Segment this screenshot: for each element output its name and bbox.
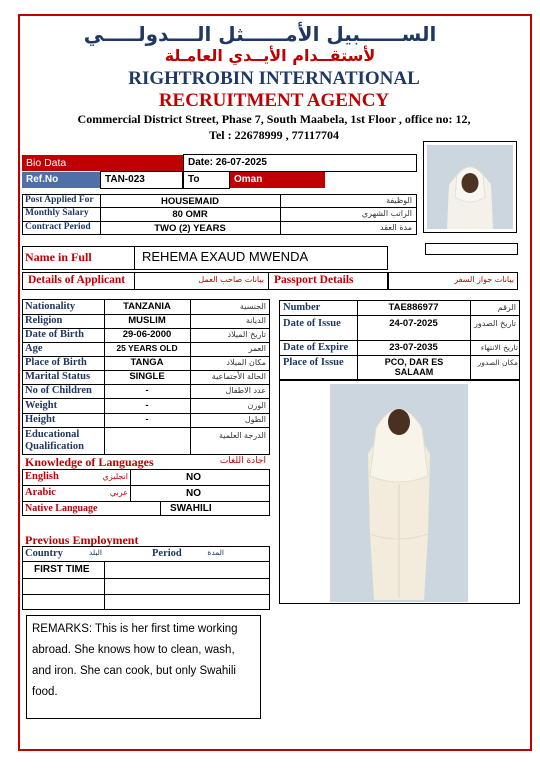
english-arabic: انجليزي [102,472,128,481]
dob-arabic: تاريخ الميلاد [227,330,266,339]
employment-row-line [22,561,270,562]
education-arabic: الدرجة العلمية [219,431,266,440]
age-arabic: العمر [248,344,266,353]
native-language-label: Native Language [25,503,98,514]
previous-employment-title: Previous Employment [25,533,139,547]
nationality-arabic: الجنسية [239,302,266,311]
passport-details-arabic: بيانات جواز السفر [454,275,514,284]
monthly-salary-value: 80 OMR [172,209,208,220]
dob-label: Date of Birth [25,329,84,340]
passport-row-line [279,340,520,341]
marital-label: Marital Status [25,371,91,382]
section-header-divider [134,272,135,290]
native-language-value: SWAHILI [170,503,212,514]
passport-expire-value: 23-07-2035 [389,342,438,353]
photo-caption-box [425,243,518,255]
portrait-photo [427,145,513,229]
applicant-row-line [22,398,270,399]
children-label: No of Children [25,385,92,396]
biodata-label: Bio Data [22,155,183,171]
refno-label: Ref.No [22,172,100,188]
agency-arabic-name: الســــــبيل الأمــــــثل الــــدولـــــي [83,22,437,46]
english-value: NO [186,472,201,483]
name-value: REHEMA EXAUD MWENDA [142,249,309,264]
passport-issue-arabic: تاريخ الصدور [474,319,516,328]
post-applied-arabic: الوظيفة [386,196,412,205]
post-table-col-line [280,194,281,235]
marital-value: SINGLE [129,371,165,382]
agency-name-line1: RIGHTROBIN INTERNATIONAL [128,68,420,89]
languages-row-line [22,501,270,502]
agency-name-line2: RECRUITMENT AGENCY [158,90,390,111]
age-value: 25 YEARS OLD [116,343,178,353]
marital-arabic: الحالة الأجتماعية [211,372,266,381]
passport-row-line [279,355,520,356]
contract-period-arabic: مدة العقد [380,223,412,232]
weight-label: Weight [25,400,58,411]
details-of-applicant-arabic: بيانات صاحب العمل [198,275,264,284]
name-row-divider [134,246,135,270]
applicant-col-line [190,299,191,455]
nationality-label: Nationality [25,301,76,312]
section-header-divider [268,272,269,290]
country-label: Country [25,548,63,559]
biodata-date: Date: 26-07-2025 [183,154,417,172]
employment-col-line [104,561,105,610]
employment-first-row: FIRST TIME [34,564,90,575]
passport-number-value: TAE886977 [388,302,439,313]
english-label: English [25,471,59,482]
weight-value: - [145,400,149,411]
remarks-text: REMARKS: This is her first time working abroad. She knows how to clean, wash, and iron. She can cook, but only Swahili food. [32,623,238,698]
nationality-value: TANZANIA [123,301,171,312]
passport-place-arabic: مكان الصدور [477,358,518,367]
passport-details-label: Passport Details [274,274,354,286]
arabic-value: NO [186,488,201,499]
education-label: Educational Qualification [25,429,84,452]
details-of-applicant-label: Details of Applicant [28,274,126,286]
contract-period-value: TWO (2) YEARS [154,223,226,234]
passport-issue-label: Date of Issue [283,318,341,329]
country-arabic: البلد [88,548,102,557]
period-arabic: المدة [207,548,224,557]
contract-period-label: Contract Period [25,222,91,232]
passport-expire-arabic: تاريخ الانتهاء [480,343,518,352]
dob-value: 29-06-2000 [122,329,172,340]
name-label: Name in Full [25,250,92,264]
passport-expire-label: Date of Expire [283,342,349,353]
children-value: - [145,385,149,396]
weight-arabic: الوزن [247,401,266,410]
religion-label: Religion [25,315,63,326]
passport-place-value: PCO, DAR ES SALAAM [384,357,444,377]
full-length-photo [330,384,468,602]
pob-arabic: مكان الميلاد [226,358,266,367]
height-arabic: الطول [244,415,266,424]
monthly-salary-label: Monthly Salary [25,208,89,218]
age-label: Age [25,343,43,354]
children-arabic: عدد الاطفال [225,386,266,395]
to-value: Oman [230,172,325,188]
languages-row-line [22,485,270,486]
passport-place-label: Place of Issue [283,357,344,368]
pob-label: Place of Birth [25,357,87,368]
refno-value: TAN-023 [100,171,183,189]
post-applied-label: Post Applied For [25,195,94,205]
passport-number-arabic: الرقم [497,303,516,312]
passport-number-label: Number [283,302,321,313]
languages-title: Knowledge of Languages [25,455,154,469]
agency-telephone: Tel : 22678999 , 77117704 [209,128,339,142]
agency-address: Commercial District Street, Phase 7, South Maabela, 1st Floor , office no: 12, [77,112,471,126]
languages-title-arabic: اجادة اللغات [219,456,266,466]
agency-arabic-subtitle: لأستقــدام الأيــدي العامـلة [164,46,376,65]
post-applied-value: HOUSEMAID [160,196,220,207]
passport-issue-value: 24-07-2025 [389,318,438,329]
arabic-arabic: عربي [109,488,128,497]
languages-col-line [160,501,161,516]
arabic-label: Arabic [25,487,56,498]
pob-value: TANGA [130,357,164,368]
monthly-salary-arabic: الراتب الشهري [361,209,412,218]
religion-arabic: الديانة [245,316,266,325]
employment-row-line [22,594,270,595]
photo-portrait-frame [423,141,517,233]
passport-row-line [279,315,520,316]
religion-value: MUSLIM [128,315,166,326]
employment-row-line [22,578,270,579]
period-label: Period [152,548,182,559]
height-value: - [145,414,149,425]
applicant-row-line [22,427,270,428]
height-label: Height [25,414,56,425]
to-label: To [183,171,230,189]
